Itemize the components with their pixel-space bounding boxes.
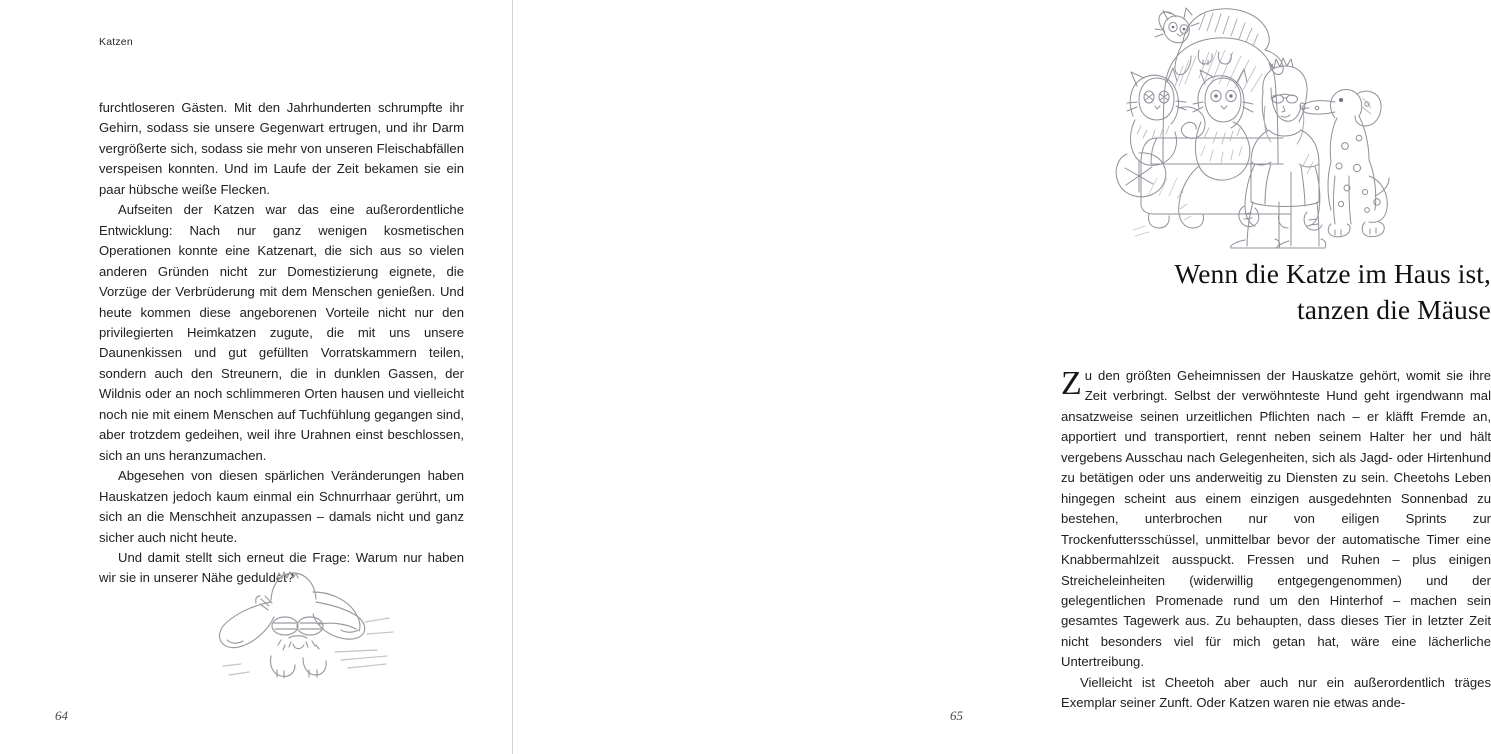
paragraph: Und damit stellt sich erneut die Frage: Warum nur haben wir sie in unserer Nähe geduldet? — [99, 549, 464, 586]
running-head: Katzen — [99, 36, 133, 48]
paragraph: furchtloseren Gästen. Mit den Jahrhunderten schrumpfte ihr Gehirn, sodass sie unsere Gegenwart ertrugen, und ihr Darm vergrößerte sich, sodass sie mehr von unseren Fleischabfällen verspeisen konnten. Und im Laufe der Zeit bekamen sie ein paar hübsche weiße Flecken. — [99, 100, 464, 197]
paragraph-with-dropcap — [1061, 366, 1491, 673]
right-page — [513, 0, 1491, 754]
chapter-title-line-1: Wenn die Katze im Haus ist, — [1174, 258, 1491, 289]
sleeping-dog-illustration — [215, 552, 415, 692]
page-number-left: 64 — [55, 708, 68, 723]
left-page — [0, 0, 512, 754]
cats-sofa-illustration — [1113, 0, 1381, 248]
right-page-text-column — [1061, 366, 1491, 714]
left-page-text-column — [99, 98, 464, 589]
page-number-right: 65 — [950, 708, 963, 723]
chapter-title — [1061, 256, 1491, 328]
paragraph: Abgesehen von diesen spärlichen Veränderungen haben Hauskatzen jedoch kaum einmal ein Schnurrhaar gerührt, um sich an die Menschheit anzupassen – damals nicht und ganz sicher auch nicht heute. — [99, 468, 464, 545]
paragraph-text: u den größten Geheimnissen der Hauskatze gehört, womit sie ihre Zeit verbringt. Selbst der verwöhnteste Hund geht irgendwann mal ansatzweise seinen urzeitlichen Pflichten nach – er kläfft Fremde an, apportiert und transportiert, rennt neben seinem Halter her und hält vergebens Ausschau nach Gelegenheiten, sich als Jagd- oder Hirtenhund zu betätigen oder uns anderweitig zu Diensten zu sein. Cheetohs Leben hingegen scheint aus einem einzigen ausgedehnten Sonnenbad zu bestehen, unterbrochen nur von eiligen Sprints zur Trockenfuttersschüssel, unmittelbar bevor der automatische Timer eine Knabbermahlzeit ausspuckt. Fressen und Ruhen – plus einigen Streicheleinheiten (widerwillig entgegengenommen) und der gelegentlichen Promenade rund um den Hinterhof – machen sein gesamtes Tagewerk aus. Zu behaupten, dass dieses Tier in letzter Zeit nicht besonders viel für mich getan hat, wäre eine lächerliche Untertreibung. — [1061, 368, 1491, 670]
paragraph: Aufseiten der Katzen war das eine außerordentliche Entwicklung: Nach nur ganz wenigen kosmetischen Operationen konnte eine Katzenart, die sich aus so vielen anderen Gründen nicht zur Domestizierung eignete, die Vorzüge der Verbrüderung mit dem Menschen genießen. Und heute kommen diese angeborenen Vorteile nicht nur den privilegierten Heimkatzen zugute, die mit uns unsere Daunenkissen und gut gefüllten Vorratskammern teilen, sondern auch den Streunern, die in dunklen Gassen, der Wildnis oder an noch schlimmeren Orten hausen und vielleicht noch nie mit einem Menschen auf Tuchfühlung gegangen sind, aber trotzdem gedeihen, weil ihre Urahnen einst beschlossen, sich an uns heranzumachen. — [99, 202, 464, 463]
chapter-title-line-2: tanzen die Mäuse — [1296, 294, 1491, 325]
drop-cap: Z — [1061, 365, 1082, 402]
paragraph: Vielleicht ist Cheetoh aber auch nur ein außerordentlich träges Exemplar seiner Zunft. Oder Katzen waren nie etwas ande- — [1061, 674, 1491, 711]
